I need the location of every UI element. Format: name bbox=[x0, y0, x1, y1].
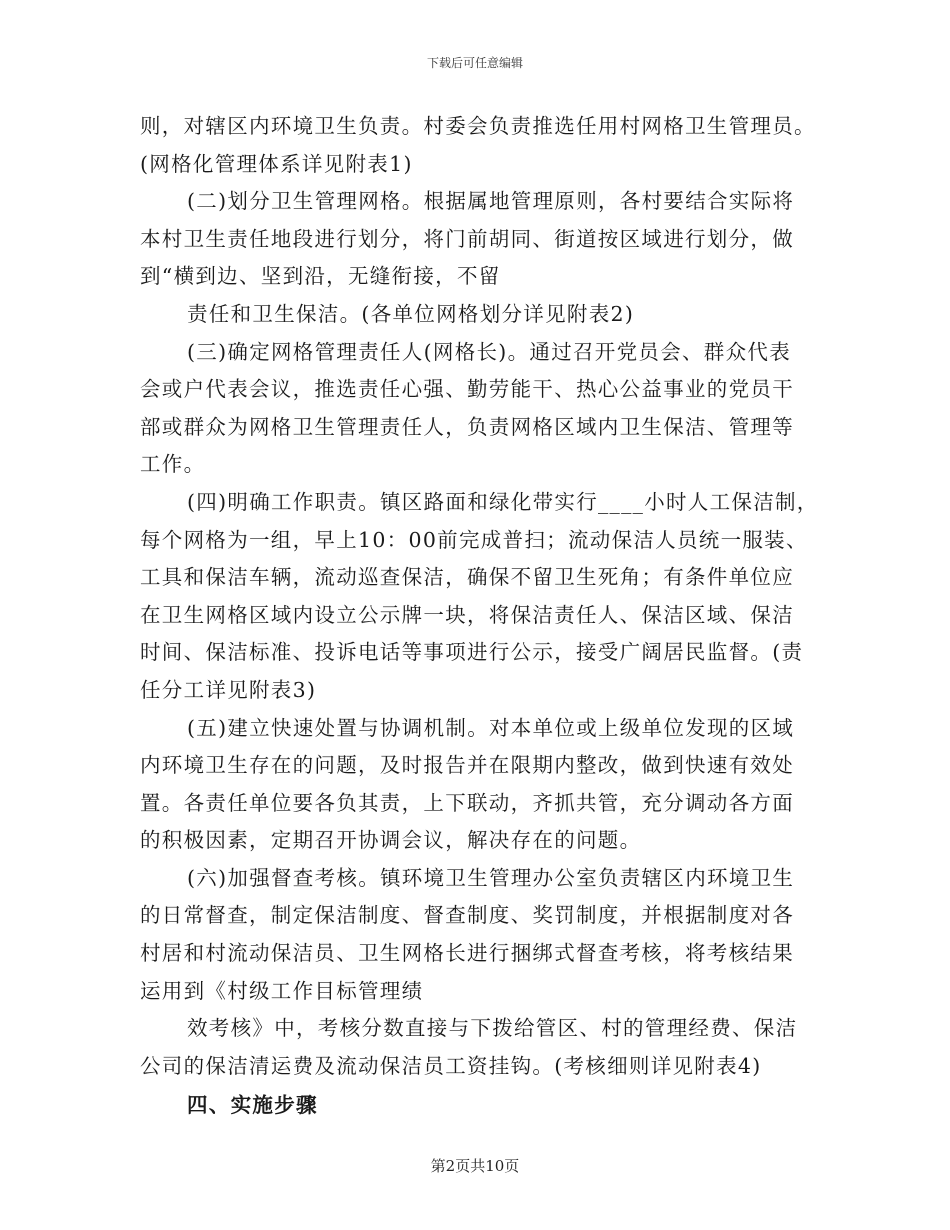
body-line-5: 到“横到边、坚到沿，无缝衔接，不留 bbox=[140, 264, 501, 289]
body-line-18: 内环境卫生存在的问题，及时报告并在限期内整改，做到快速有效处 bbox=[140, 753, 794, 778]
body-line-9: 部或群众为网格卫生管理责任人，负责网格区域内卫生保洁、管理等 bbox=[140, 414, 794, 439]
body-line-20: 的积极因素，定期召开协调会议，解决存在的问题。 bbox=[140, 828, 642, 853]
body-line-2: (网格化管理体系详见附表1) bbox=[140, 151, 413, 176]
body-line-3: (二)划分卫生管理网格。根据属地管理原则，各村要结合实际将 bbox=[187, 189, 795, 214]
body-line-16: 任分工详见附表3) bbox=[140, 677, 317, 702]
body-line-22: 的日常督查，制定保洁制度、督查制度、奖罚制度，并根据制度对各 bbox=[140, 903, 794, 928]
page-number-footer: 第2页共10页 bbox=[430, 1157, 520, 1175]
body-line-7: (三)确定网格管理责任人(网格长)。通过召开党员会、群众代表 bbox=[187, 339, 791, 364]
section-heading: 四、实施步骤 bbox=[187, 1093, 318, 1118]
body-line-23: 村居和村流动保洁员、卫生网格长进行捆绑式督查考核，将考核结果 bbox=[140, 941, 794, 966]
body-line-26: 公司的保洁清运费及流动保洁员工资挂钩。(考核细则详见附表4) bbox=[140, 1053, 762, 1078]
body-line-24: 运用到《村级工作目标管理绩 bbox=[140, 978, 424, 1003]
body-line-4: 本村卫生责任地段进行划分，将门前胡同、街道按区域进行划分，做 bbox=[140, 226, 794, 251]
body-line-17: (五)建立快速处置与协调机制。对本单位或上级单位发现的区域 bbox=[187, 715, 795, 740]
body-line-13: 工具和保洁车辆，流动巡查保洁，确保不留卫生死角；有条件单位应 bbox=[140, 565, 794, 590]
body-line-1: 则，对辖区内环境卫生负责。村委会负责推选任用村网格卫生管理员。 bbox=[140, 114, 816, 138]
body-line-19: 置。各责任单位要各负其责，上下联动，齐抓共管，充分调动各方面 bbox=[140, 790, 794, 815]
body-line-25: 效考核》中，考核分数直接与下拨给管区、村的管理经费、保洁 bbox=[187, 1016, 798, 1041]
body-line-6: 责任和卫生保洁。(各单位网格划分详见附表2) bbox=[187, 301, 635, 326]
body-line-14: 在卫生网格区域内设立公示牌一块，将保洁责任人、保洁区域、保洁 bbox=[140, 602, 794, 627]
body-line-15: 时间、保洁标准、投诉电话等事项进行公示，接受广阔居民监督。(责 bbox=[140, 640, 804, 665]
body-line-21: (六)加强督查考核。镇环境卫生管理办公室负责辖区内环境卫生 bbox=[187, 865, 795, 890]
body-line-11: (四)明确工作职责。镇区路面和绿化带实行____小时人工保洁制， bbox=[187, 489, 819, 514]
body-line-10: 工作。 bbox=[140, 452, 206, 477]
body-line-12: 每个网格为一组，早上10：00前完成普扫；流动保洁人员统一服装、 bbox=[140, 527, 808, 552]
page-header-note: 下载后可任意编辑 bbox=[426, 56, 523, 70]
body-line-8: 会或户代表会议，推选责任心强、勤劳能干、热心公益事业的党员干 bbox=[140, 377, 794, 402]
document-body bbox=[140, 108, 820, 1125]
